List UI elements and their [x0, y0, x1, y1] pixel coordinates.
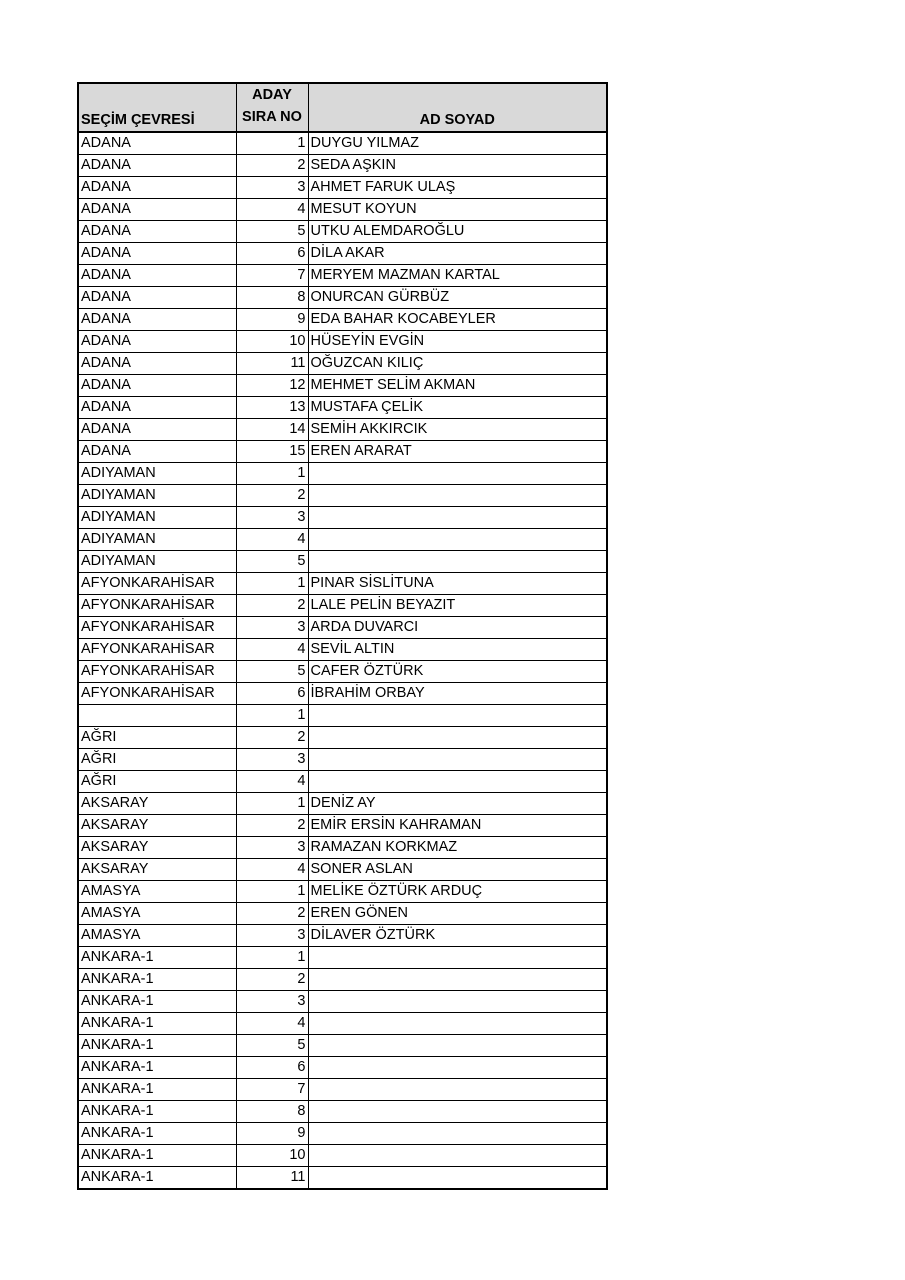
cell-candidate-order: 4	[236, 529, 308, 551]
cell-candidate-order: 2	[236, 903, 308, 925]
cell-full-name: MEHMET SELİM AKMAN	[308, 375, 606, 397]
table-row	[79, 243, 606, 265]
cell-candidate-order: 11	[236, 1167, 308, 1189]
cell-full-name	[308, 1013, 606, 1035]
table-row	[79, 617, 606, 639]
table-row	[79, 1145, 606, 1167]
cell-candidate-order: 3	[236, 837, 308, 859]
table-row	[79, 221, 606, 243]
header-candidate-order	[236, 84, 308, 132]
table-row	[79, 859, 606, 881]
table-row	[79, 947, 606, 969]
table-row	[79, 639, 606, 661]
cell-election-circuit: AKSARAY	[79, 859, 236, 881]
cell-full-name	[308, 1101, 606, 1123]
cell-election-circuit: ADANA	[79, 419, 236, 441]
cell-full-name: OĞUZCAN KILIÇ	[308, 353, 606, 375]
cell-full-name: SEDA AŞKIN	[308, 155, 606, 177]
cell-election-circuit: AFYONKARAHİSAR	[79, 683, 236, 705]
cell-election-circuit: ANKARA-1	[79, 1013, 236, 1035]
cell-election-circuit: ADIYAMAN	[79, 485, 236, 507]
cell-election-circuit: ADANA	[79, 199, 236, 221]
table-row	[79, 705, 606, 727]
table-row	[79, 353, 606, 375]
cell-election-circuit: AFYONKARAHİSAR	[79, 639, 236, 661]
table-row	[79, 529, 606, 551]
cell-election-circuit: ADANA	[79, 221, 236, 243]
table-row	[79, 969, 606, 991]
cell-full-name	[308, 1145, 606, 1167]
table-row	[79, 463, 606, 485]
table-row	[79, 815, 606, 837]
cell-candidate-order: 1	[236, 793, 308, 815]
cell-candidate-order: 7	[236, 1079, 308, 1101]
cell-candidate-order: 4	[236, 859, 308, 881]
table-row	[79, 265, 606, 287]
cell-full-name: DİLAVER ÖZTÜRK	[308, 925, 606, 947]
cell-candidate-order: 1	[236, 881, 308, 903]
cell-candidate-order: 13	[236, 397, 308, 419]
cell-full-name: MESUT KOYUN	[308, 199, 606, 221]
cell-candidate-order: 6	[236, 1057, 308, 1079]
cell-candidate-order: 3	[236, 177, 308, 199]
cell-candidate-order: 2	[236, 969, 308, 991]
header-election-circuit: SEÇİM ÇEVRESİ	[79, 84, 236, 132]
table-row	[79, 793, 606, 815]
cell-candidate-order: 12	[236, 375, 308, 397]
cell-candidate-order: 10	[236, 331, 308, 353]
header-candidate-order-line2: SIRA NO	[242, 109, 302, 125]
cell-full-name: PINAR SİSLİTUNA	[308, 573, 606, 595]
cell-full-name: MELİKE ÖZTÜRK ARDUÇ	[308, 881, 606, 903]
cell-candidate-order: 2	[236, 815, 308, 837]
cell-election-circuit: ADANA	[79, 155, 236, 177]
header-row	[79, 84, 606, 132]
table-row	[79, 331, 606, 353]
cell-full-name	[308, 771, 606, 793]
cell-candidate-order: 1	[236, 947, 308, 969]
cell-full-name: SEMİH AKKIRCIK	[308, 419, 606, 441]
cell-election-circuit: AMASYA	[79, 881, 236, 903]
cell-candidate-order: 4	[236, 771, 308, 793]
cell-election-circuit: AFYONKARAHİSAR	[79, 573, 236, 595]
table-row	[79, 419, 606, 441]
cell-candidate-order: 2	[236, 727, 308, 749]
cell-full-name: DUYGU YILMAZ	[308, 132, 606, 155]
cell-election-circuit: ADANA	[79, 353, 236, 375]
cell-full-name: DENİZ AY	[308, 793, 606, 815]
table-row	[79, 683, 606, 705]
cell-full-name: MUSTAFA ÇELİK	[308, 397, 606, 419]
cell-election-circuit	[79, 705, 236, 727]
cell-candidate-order: 4	[236, 1013, 308, 1035]
cell-full-name: EDA BAHAR KOCABEYLER	[308, 309, 606, 331]
cell-election-circuit: ADIYAMAN	[79, 463, 236, 485]
table-row	[79, 837, 606, 859]
cell-full-name: LALE PELİN BEYAZIT	[308, 595, 606, 617]
cell-election-circuit: ANKARA-1	[79, 1167, 236, 1189]
cell-full-name: RAMAZAN KORKMAZ	[308, 837, 606, 859]
table-body	[79, 132, 606, 1188]
cell-full-name: UTKU ALEMDAROĞLU	[308, 221, 606, 243]
header-candidate-order-line1: ADAY	[252, 87, 292, 103]
cell-full-name	[308, 1057, 606, 1079]
cell-full-name: CAFER ÖZTÜRK	[308, 661, 606, 683]
cell-election-circuit: ADANA	[79, 243, 236, 265]
candidate-table-frame	[77, 82, 608, 1190]
header-full-name: AD SOYAD	[308, 84, 606, 132]
cell-election-circuit: ANKARA-1	[79, 991, 236, 1013]
cell-full-name	[308, 1167, 606, 1189]
cell-election-circuit: AKSARAY	[79, 837, 236, 859]
cell-full-name: EMİR ERSİN KAHRAMAN	[308, 815, 606, 837]
cell-candidate-order: 7	[236, 265, 308, 287]
cell-election-circuit: AĞRI	[79, 771, 236, 793]
cell-full-name	[308, 1079, 606, 1101]
cell-candidate-order: 9	[236, 1123, 308, 1145]
cell-candidate-order: 15	[236, 441, 308, 463]
cell-candidate-order: 10	[236, 1145, 308, 1167]
table-row	[79, 287, 606, 309]
table-row	[79, 507, 606, 529]
table-row	[79, 925, 606, 947]
cell-election-circuit: ADIYAMAN	[79, 551, 236, 573]
table-row	[79, 551, 606, 573]
cell-candidate-order: 2	[236, 595, 308, 617]
cell-candidate-order: 8	[236, 287, 308, 309]
table-row	[79, 881, 606, 903]
cell-election-circuit: ADANA	[79, 331, 236, 353]
cell-candidate-order: 5	[236, 1035, 308, 1057]
cell-candidate-order: 3	[236, 925, 308, 947]
cell-full-name: HÜSEYİN EVGİN	[308, 331, 606, 353]
cell-candidate-order: 11	[236, 353, 308, 375]
cell-full-name	[308, 485, 606, 507]
cell-candidate-order: 3	[236, 507, 308, 529]
table-row	[79, 397, 606, 419]
cell-election-circuit: AĞRI	[79, 727, 236, 749]
cell-full-name	[308, 727, 606, 749]
cell-full-name: AHMET FARUK ULAŞ	[308, 177, 606, 199]
cell-election-circuit: AFYONKARAHİSAR	[79, 595, 236, 617]
cell-candidate-order: 4	[236, 199, 308, 221]
cell-full-name	[308, 705, 606, 727]
cell-election-circuit: AFYONKARAHİSAR	[79, 661, 236, 683]
cell-candidate-order: 3	[236, 749, 308, 771]
cell-election-circuit: ADANA	[79, 265, 236, 287]
table-row	[79, 573, 606, 595]
table-row	[79, 727, 606, 749]
cell-election-circuit: ADANA	[79, 132, 236, 155]
cell-election-circuit: ANKARA-1	[79, 1057, 236, 1079]
cell-candidate-order: 2	[236, 485, 308, 507]
cell-election-circuit: ADANA	[79, 441, 236, 463]
cell-candidate-order: 5	[236, 221, 308, 243]
cell-election-circuit: AMASYA	[79, 925, 236, 947]
table-row	[79, 595, 606, 617]
cell-election-circuit: ADIYAMAN	[79, 507, 236, 529]
cell-full-name	[308, 1035, 606, 1057]
table-row	[79, 1035, 606, 1057]
candidate-table	[79, 84, 606, 1188]
cell-full-name	[308, 947, 606, 969]
cell-candidate-order: 1	[236, 132, 308, 155]
table-row	[79, 661, 606, 683]
cell-candidate-order: 1	[236, 573, 308, 595]
cell-election-circuit: ANKARA-1	[79, 1079, 236, 1101]
cell-full-name: EREN GÖNEN	[308, 903, 606, 925]
table-row	[79, 1101, 606, 1123]
cell-candidate-order: 4	[236, 639, 308, 661]
table-row	[79, 199, 606, 221]
cell-election-circuit: ANKARA-1	[79, 969, 236, 991]
table-row	[79, 485, 606, 507]
cell-candidate-order: 3	[236, 617, 308, 639]
cell-election-circuit: AFYONKARAHİSAR	[79, 617, 236, 639]
table-row	[79, 903, 606, 925]
table-row	[79, 155, 606, 177]
table-row	[79, 441, 606, 463]
cell-candidate-order: 5	[236, 661, 308, 683]
cell-full-name: EREN ARARAT	[308, 441, 606, 463]
cell-election-circuit: AKSARAY	[79, 793, 236, 815]
cell-election-circuit: AMASYA	[79, 903, 236, 925]
table-row	[79, 309, 606, 331]
table-row	[79, 1123, 606, 1145]
cell-full-name	[308, 1123, 606, 1145]
cell-full-name	[308, 529, 606, 551]
cell-candidate-order: 2	[236, 155, 308, 177]
cell-election-circuit: ANKARA-1	[79, 1145, 236, 1167]
cell-full-name	[308, 551, 606, 573]
table-row	[79, 132, 606, 155]
cell-election-circuit: ADIYAMAN	[79, 529, 236, 551]
table-row	[79, 991, 606, 1013]
cell-election-circuit: ADANA	[79, 287, 236, 309]
cell-full-name: SONER ASLAN	[308, 859, 606, 881]
cell-candidate-order: 14	[236, 419, 308, 441]
cell-candidate-order: 3	[236, 991, 308, 1013]
cell-election-circuit: AĞRI	[79, 749, 236, 771]
table-row	[79, 177, 606, 199]
cell-full-name: ONURCAN GÜRBÜZ	[308, 287, 606, 309]
table-row	[79, 1057, 606, 1079]
cell-candidate-order: 1	[236, 705, 308, 727]
cell-election-circuit: ADANA	[79, 397, 236, 419]
table-row	[79, 1013, 606, 1035]
table-row	[79, 375, 606, 397]
cell-full-name	[308, 507, 606, 529]
cell-election-circuit: ADANA	[79, 177, 236, 199]
table-row	[79, 749, 606, 771]
cell-full-name: DİLA AKAR	[308, 243, 606, 265]
cell-election-circuit: ADANA	[79, 309, 236, 331]
cell-full-name: SEVİL ALTIN	[308, 639, 606, 661]
cell-candidate-order: 8	[236, 1101, 308, 1123]
table-header	[79, 84, 606, 132]
cell-full-name: İBRAHİM ORBAY	[308, 683, 606, 705]
table-row	[79, 771, 606, 793]
cell-election-circuit: ANKARA-1	[79, 1035, 236, 1057]
cell-election-circuit: ANKARA-1	[79, 947, 236, 969]
cell-candidate-order: 9	[236, 309, 308, 331]
cell-candidate-order: 6	[236, 683, 308, 705]
cell-full-name	[308, 749, 606, 771]
cell-full-name	[308, 991, 606, 1013]
cell-full-name	[308, 463, 606, 485]
cell-full-name: MERYEM MAZMAN KARTAL	[308, 265, 606, 287]
cell-full-name	[308, 969, 606, 991]
cell-candidate-order: 6	[236, 243, 308, 265]
cell-election-circuit: ANKARA-1	[79, 1101, 236, 1123]
cell-election-circuit: ADANA	[79, 375, 236, 397]
cell-election-circuit: AKSARAY	[79, 815, 236, 837]
table-row	[79, 1167, 606, 1189]
table-row	[79, 1079, 606, 1101]
cell-candidate-order: 1	[236, 463, 308, 485]
cell-candidate-order: 5	[236, 551, 308, 573]
cell-full-name: ARDA DUVARCI	[308, 617, 606, 639]
cell-election-circuit: ANKARA-1	[79, 1123, 236, 1145]
